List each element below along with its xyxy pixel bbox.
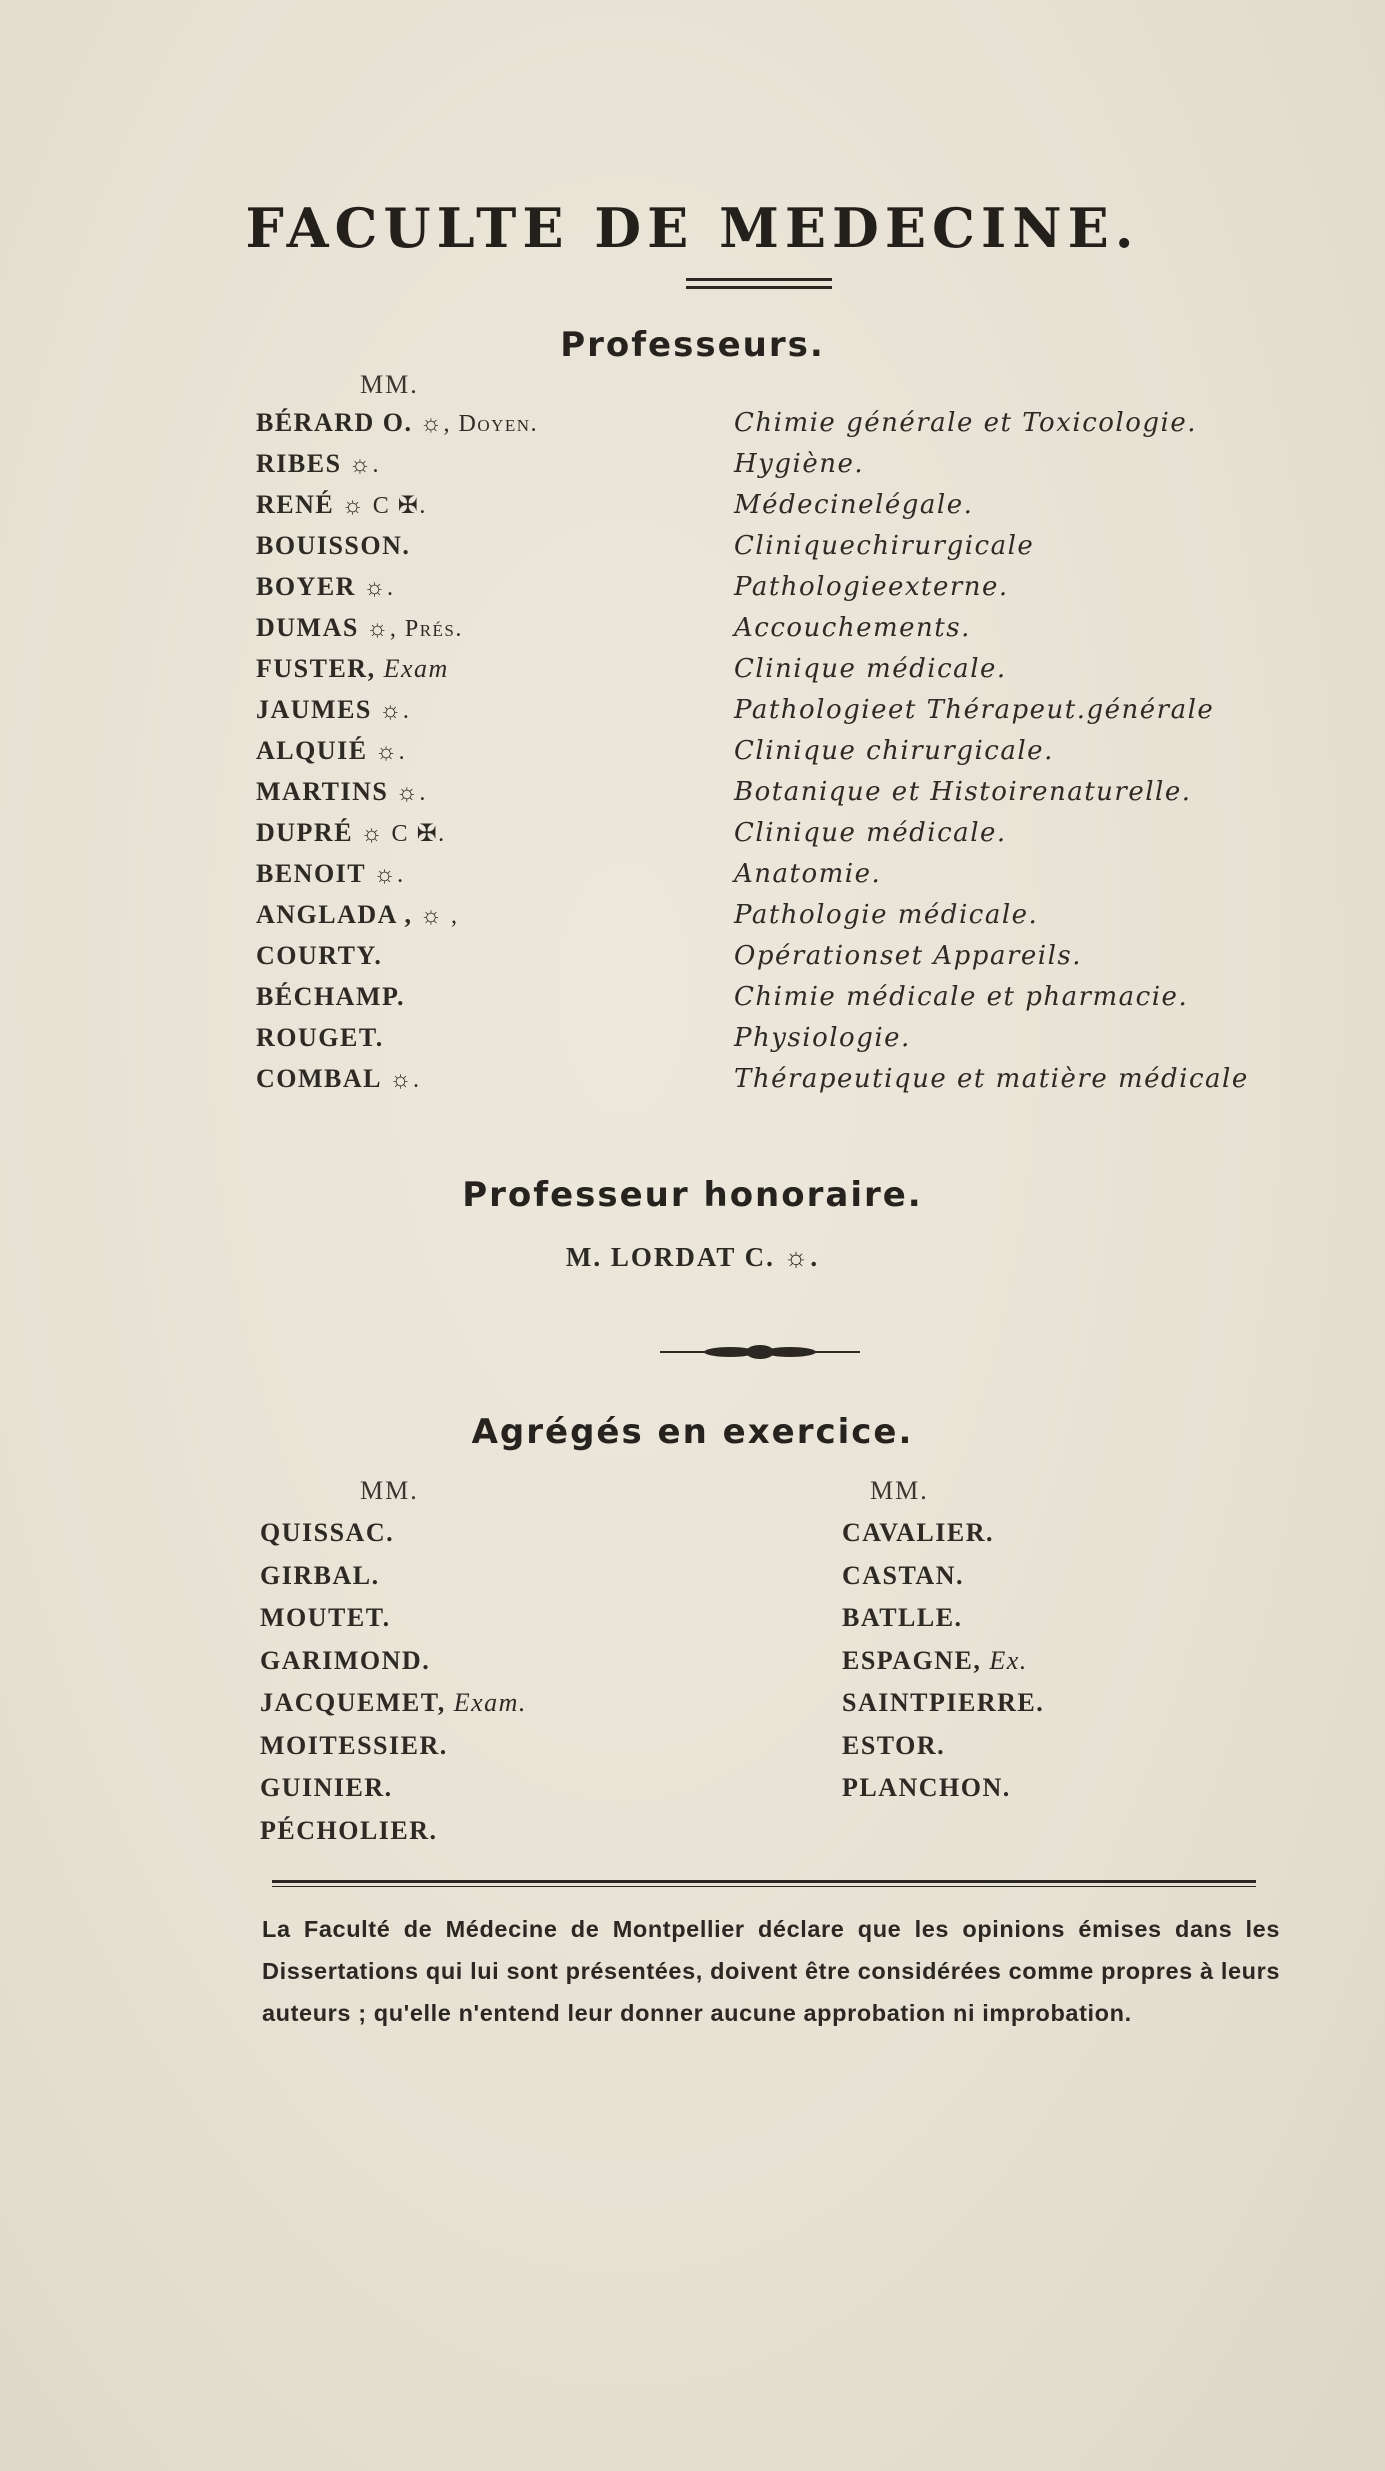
professeur-name <box>256 736 406 766</box>
professeur-subject: Clinique chirurgicale. <box>734 736 1054 766</box>
professeur-subject: Chimie médicale et pharmacie. <box>734 982 1189 1012</box>
agrege-name <box>260 1731 448 1761</box>
decoration-mark: ☼, <box>358 616 405 642</box>
agrege-name <box>842 1518 994 1548</box>
title-rule-bottom <box>686 286 832 289</box>
professeur-name-text: BOUISSON. <box>256 531 411 560</box>
agrege-name-text: CAVALIER. <box>842 1518 994 1547</box>
professeur-name <box>256 777 427 807</box>
professeur-subject: Chimie générale et Toxicologie. <box>734 408 1197 438</box>
honoraire-heading: Professeur honoraire. <box>462 1175 923 1215</box>
decoration-mark: ☼. <box>371 698 411 724</box>
professeurs-heading: Professeurs. <box>560 325 825 365</box>
decoration-mark: ☼. <box>388 780 427 806</box>
decoration-mark: ☼. <box>367 739 407 765</box>
professeur-name-text: ANGLADA , <box>256 900 413 929</box>
professeur-subject: Accouchements. <box>734 613 971 643</box>
agrege-name-text: GIRBAL. <box>260 1561 380 1590</box>
professeur-subject: Médecinelégale. <box>734 490 974 520</box>
agrege-name <box>260 1603 391 1633</box>
agrege-name <box>842 1731 945 1761</box>
agreges-mm-left: MM. <box>360 1476 419 1505</box>
agreges-mm-right: MM. <box>870 1476 929 1505</box>
professeur-name-text: FUSTER, <box>256 654 376 683</box>
examiner-note: Ex. <box>981 1646 1028 1675</box>
agrege-name-text: QUISSAC. <box>260 1518 395 1547</box>
agrege-name <box>842 1688 1044 1718</box>
professeur-name <box>256 859 405 889</box>
professeur-role: Doyen. <box>458 411 539 437</box>
agrege-name <box>842 1603 963 1633</box>
professeur-subject: Clinique médicale. <box>734 818 1007 848</box>
agrege-name-text: GUINIER. <box>260 1773 393 1802</box>
professeur-subject: Cliniquechirurgicale <box>734 531 1035 561</box>
professeur-name-text: MARTINS <box>256 777 389 806</box>
agrege-name-text: MOUTET. <box>260 1603 391 1632</box>
professeur-name <box>256 900 459 930</box>
professeur-name <box>256 490 427 520</box>
professeur-name-text: DUPRÉ <box>256 818 354 847</box>
agrege-name <box>842 1561 964 1591</box>
professeur-name <box>256 408 538 438</box>
agrege-name-text: CASTAN. <box>842 1561 964 1590</box>
decoration-mark: ☼, <box>412 411 459 437</box>
professeur-name <box>256 613 463 643</box>
professeur-name <box>256 695 410 725</box>
section-rule-2 <box>272 1886 1256 1887</box>
professeur-role: Prés. <box>404 616 463 642</box>
examiner-note: Exam <box>375 654 449 683</box>
professeur-subject: Anatomie. <box>734 859 882 889</box>
agrege-name <box>260 1773 393 1803</box>
decoration-mark: ☼. <box>355 575 395 601</box>
professeur-name <box>256 941 382 971</box>
agrege-name-text: MOITESSIER. <box>260 1731 448 1760</box>
agrege-name-text: PÉCHOLIER. <box>260 1816 438 1845</box>
ornament-divider <box>660 1342 860 1362</box>
professeur-name-text: RIBES <box>256 449 342 478</box>
agrege-name <box>260 1688 527 1718</box>
professeur-name <box>256 449 380 479</box>
professeur-subject: Hygiène. <box>734 449 865 479</box>
professeur-name <box>256 982 405 1012</box>
professeur-name <box>256 818 446 848</box>
section-rule-1 <box>272 1880 1256 1883</box>
professeur-name-text: ALQUIÉ <box>256 736 368 765</box>
professeur-name-text: DUMAS <box>256 613 359 642</box>
agrege-name <box>842 1773 1011 1803</box>
agrege-name <box>260 1816 438 1846</box>
agrege-name <box>842 1646 1028 1676</box>
professeur-name-text: ROUGET. <box>256 1023 384 1052</box>
professeur-name-text: COMBAL <box>256 1064 382 1093</box>
decoration-mark: ☼. <box>382 1067 421 1093</box>
disclaimer-text: La Faculté de Médecine de Montpellier déclare que les opinions émises dans les Dissertations qui lui sont présentées, doivent être considérées comme propres à leurs auteurs ; qu'elle n'entend leur donner aucune approbation ni improbation. <box>262 1916 1280 2026</box>
professeur-subject: Pathologie médicale. <box>734 900 1039 930</box>
honoraire-name: M. LORDAT C. ☼. <box>565 1242 820 1272</box>
professeur-subject: Botanique et Histoirenaturelle. <box>734 777 1192 807</box>
agrege-name <box>260 1646 430 1676</box>
professeur-name-text: RENÉ <box>256 490 335 519</box>
professeur-name <box>256 531 410 561</box>
agrege-name-text: ESPAGNE, <box>842 1646 982 1675</box>
professeur-name <box>256 1064 421 1094</box>
professeur-name <box>256 1023 384 1053</box>
professeur-name <box>256 572 394 602</box>
agrege-name-text: JACQUEMET, <box>260 1688 446 1717</box>
decoration-mark: ☼. <box>341 452 381 478</box>
decoration-mark: ☼ , <box>412 903 459 929</box>
professeur-name-text: BÉCHAMP. <box>256 982 405 1011</box>
professeur-subject: Opérationset Appareils. <box>734 941 1082 971</box>
agrege-name <box>260 1561 380 1591</box>
professeur-name-text: COURTY. <box>256 941 383 970</box>
agrege-name-text: BATLLE. <box>842 1603 963 1632</box>
professeur-name <box>256 654 449 684</box>
agrege-name-text: SAINTPIERRE. <box>842 1688 1045 1717</box>
decoration-mark: ☼. <box>366 862 405 888</box>
agrege-name <box>260 1518 394 1548</box>
title-rule-top <box>686 278 832 281</box>
agreges-heading: Agrégés en exercice. <box>471 1412 914 1452</box>
agrege-name-text: GARIMOND. <box>260 1646 431 1675</box>
professeur-name-text: BÉRARD O. <box>256 408 413 437</box>
professeur-name-text: BOYER <box>256 572 356 601</box>
professeur-subject: Clinique médicale. <box>734 654 1007 684</box>
professeur-name-text: BENOIT <box>256 859 367 888</box>
decoration-mark: ☼ C ✠. <box>334 493 427 519</box>
professeur-subject: Pathologieet Thérapeut.générale <box>734 695 1215 725</box>
professeurs-mm-label: MM. <box>360 370 419 399</box>
page-title: FACULTE DE MEDECINE. <box>245 196 1140 260</box>
professeur-subject: Physiologie. <box>734 1023 911 1053</box>
professeur-subject: Thérapeutique et matière médicale <box>734 1064 1249 1094</box>
professeur-name-text: JAUMES <box>256 695 372 724</box>
professeur-subject: Pathologieexterne. <box>734 572 1009 602</box>
agrege-name-text: PLANCHON. <box>842 1773 1011 1802</box>
decoration-mark: ☼ C ✠. <box>353 821 446 847</box>
agrege-name-text: ESTOR. <box>842 1731 946 1760</box>
examiner-note: Exam. <box>445 1688 527 1717</box>
